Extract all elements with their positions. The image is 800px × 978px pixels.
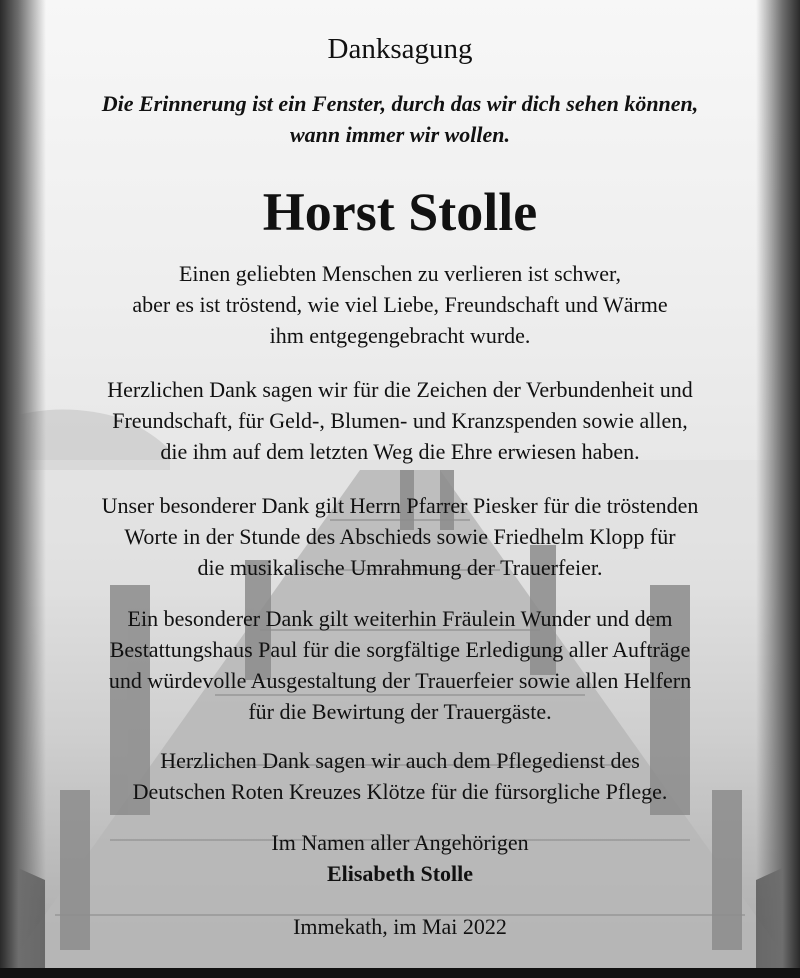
paragraph-line: Freundschaft, für Geld-, Blumen- und Kranzspenden sowie allen,: [112, 408, 688, 433]
paragraph-intro: [40, 258, 760, 351]
paragraph-line: die ihm auf dem letzten Weg die Ehre erwiesen haben.: [160, 439, 640, 464]
right-border-shade: [756, 0, 800, 978]
deceased-name: Horst Stolle: [262, 182, 538, 242]
motto-line: wann immer wir wollen.: [289, 122, 511, 147]
paragraph-line: für die Bewirtung der Trauergäste.: [248, 699, 552, 724]
paragraph-line: Bestattungshaus Paul für die sorgfältige Erledigung aller Aufträge: [109, 637, 691, 662]
paragraph-line: Unser besonderer Dank gilt Herrn Pfarrer Piesker für die tröstenden: [101, 493, 699, 518]
signature-name: Elisabeth Stolle: [326, 861, 474, 886]
paragraph-thanks: [40, 374, 760, 467]
paragraph-line: Ein besonderer Dank gilt weiterhin Fräulein Wunder und dem: [127, 606, 673, 631]
paragraph-pastor: [40, 490, 760, 583]
paragraph-care-service: [40, 745, 760, 807]
notice-heading: Danksagung: [327, 33, 473, 65]
motto-quote: [40, 88, 760, 150]
paragraph-line: Herzlichen Dank sagen wir auch dem Pflegedienst des: [160, 748, 640, 773]
paragraph-line: Worte in der Stunde des Abschieds sowie Friedhelm Klopp für: [124, 524, 676, 549]
place-date: Immekath, im Mai 2022: [293, 914, 507, 939]
bottom-border: [0, 968, 800, 978]
paragraph-line: Herzlichen Dank sagen wir für die Zeichen der Verbundenheit und: [107, 377, 693, 402]
paragraph-line: Einen geliebten Menschen zu verlieren ist schwer,: [178, 261, 621, 286]
paragraph-line: aber es ist tröstend, wie viel Liebe, Freundschaft und Wärme: [132, 292, 668, 317]
motto-line: Die Erinnerung ist ein Fenster, durch das wir dich sehen können,: [101, 91, 699, 116]
paragraph-line: ihm entgegengebracht wurde.: [269, 323, 531, 348]
signature-intro: Im Namen aller Angehörigen: [271, 830, 529, 855]
paragraph-line: Deutschen Roten Kreuzes Klötze für die fürsorgliche Pflege.: [132, 779, 668, 804]
paragraph-line: die musikalische Umrahmung der Trauerfeier.: [197, 555, 603, 580]
paragraph-funeral-home: [40, 603, 760, 727]
paragraph-line: und würdevolle Ausgestaltung der Trauerfeier sowie allen Helfern: [108, 668, 692, 693]
